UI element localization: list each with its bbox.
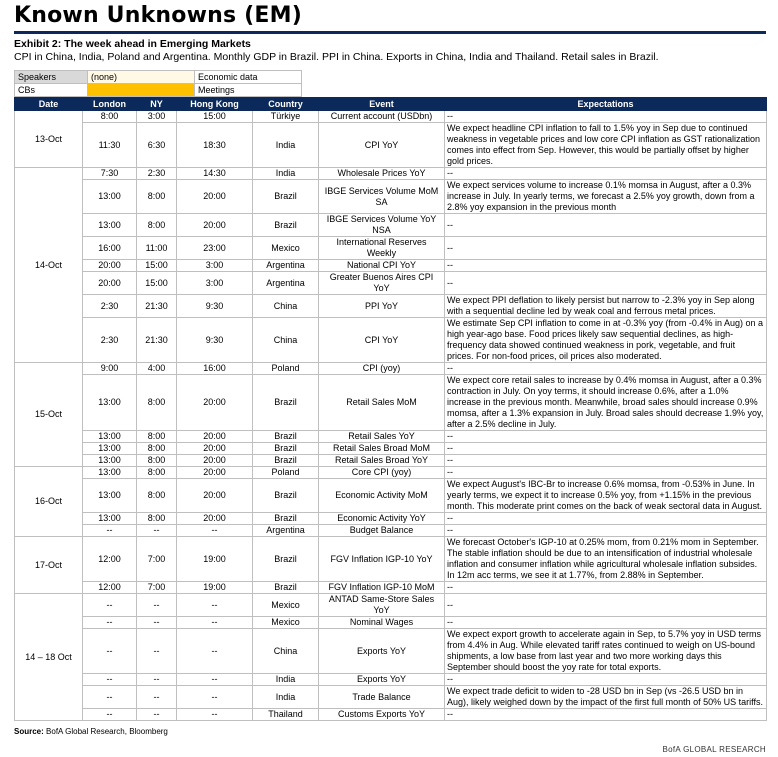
table-row — [15, 431, 767, 443]
event-cell: Core CPI (yoy) — [319, 467, 445, 479]
expectations-cell: -- — [445, 443, 767, 455]
country-cell: Thailand — [253, 709, 319, 721]
london-time-cell: 13:00 — [83, 513, 137, 525]
expectations-cell: -- — [445, 260, 767, 272]
legend-speakers: Speakers — [15, 71, 88, 84]
exhibit-page — [14, 0, 766, 736]
event-cell: Exports YoY — [319, 629, 445, 674]
expectations-cell: -- — [445, 594, 767, 617]
ny-time-cell: -- — [137, 686, 177, 709]
ny-time-cell: 8:00 — [137, 467, 177, 479]
event-cell: Current account (USDbn) — [319, 111, 445, 123]
brand-footer: BofA GLOBAL RESEARCH — [662, 745, 766, 754]
expectations-cell: -- — [445, 363, 767, 375]
country-cell: China — [253, 629, 319, 674]
event-cell: IBGE Services Volume YoY NSA — [319, 214, 445, 237]
ny-time-cell: 8:00 — [137, 180, 177, 214]
hong-kong-time-cell: 3:00 — [177, 260, 253, 272]
event-cell: CPI YoY — [319, 318, 445, 363]
london-time-cell: -- — [83, 594, 137, 617]
expectations-cell: -- — [445, 455, 767, 467]
table-row — [15, 467, 767, 479]
table-row — [15, 686, 767, 709]
ny-time-cell: -- — [137, 629, 177, 674]
table-row — [15, 318, 767, 363]
expectations-cell: -- — [445, 237, 767, 260]
country-cell: Mexico — [253, 237, 319, 260]
country-cell: Brazil — [253, 537, 319, 582]
event-cell: FGV Inflation IGP-10 YoY — [319, 537, 445, 582]
legend-none: (none) — [88, 71, 195, 84]
london-time-cell: 13:00 — [83, 180, 137, 214]
country-cell: Argentina — [253, 525, 319, 537]
ny-time-cell: 8:00 — [137, 455, 177, 467]
table-row — [15, 674, 767, 686]
expectations-cell: -- — [445, 168, 767, 180]
date-cell: 13-Oct — [15, 111, 83, 168]
country-cell: Brazil — [253, 214, 319, 237]
expectations-cell: We forecast October's IGP-10 at 0.25% mom, from 0.21% mom in September. The stable inflation should be due to an intensification of industrial wholesale inflation and consumer inflation while agricultural wholesale inflation subsides. In 12m acc terms, we see it at 1.77%, from 2.88% in September. — [445, 537, 767, 582]
expectations-cell: -- — [445, 467, 767, 479]
london-time-cell: -- — [83, 629, 137, 674]
expectations-cell: We expect August's IBC-Br to increase 0.6% momsa, from -0.53% in June. In yearly terms, we expect it to increase 0.5% yoy, from +1.15% in the previous month. This moderate print comes on the back of weak sectoral data in August. — [445, 479, 767, 513]
source-note — [14, 727, 766, 736]
ny-time-cell: 8:00 — [137, 443, 177, 455]
country-cell: Brazil — [253, 455, 319, 467]
col-header-ny: NY — [137, 98, 177, 111]
london-time-cell: 11:30 — [83, 123, 137, 168]
hong-kong-time-cell: 9:30 — [177, 295, 253, 318]
country-cell: Brazil — [253, 582, 319, 594]
event-cell: Trade Balance — [319, 686, 445, 709]
expectations-cell: We expect export growth to accelerate again in Sep, to 5.7% yoy in USD terms from 4.4% in Aug. While elevated tariff rates continued to weigh on US-bound shipments, a low base from last year and two more working days this September should boost the yoy rate for total exports. — [445, 629, 767, 674]
hong-kong-time-cell: 20:00 — [177, 443, 253, 455]
hong-kong-time-cell: 20:00 — [177, 479, 253, 513]
ny-time-cell: -- — [137, 617, 177, 629]
london-time-cell: 2:30 — [83, 318, 137, 363]
event-cell: National CPI YoY — [319, 260, 445, 272]
table-row — [15, 295, 767, 318]
london-time-cell: 12:00 — [83, 582, 137, 594]
ny-time-cell: 15:00 — [137, 272, 177, 295]
country-cell: Brazil — [253, 375, 319, 431]
table-row — [15, 260, 767, 272]
hong-kong-time-cell: -- — [177, 629, 253, 674]
hong-kong-time-cell: 14:30 — [177, 168, 253, 180]
event-cell: Economic Activity YoY — [319, 513, 445, 525]
ny-time-cell: 8:00 — [137, 479, 177, 513]
ny-time-cell: 11:00 — [137, 237, 177, 260]
london-time-cell: -- — [83, 674, 137, 686]
hong-kong-time-cell: 20:00 — [177, 431, 253, 443]
ny-time-cell: 2:30 — [137, 168, 177, 180]
expectations-cell: -- — [445, 617, 767, 629]
expectations-cell: We expect headline CPI inflation to fall to 1.5% yoy in Sep due to continued weakness in vegetable prices and low core CPI inflation as GST rationalization comes into effect from Sep. However, this would be partially offset by higher gold prices. — [445, 123, 767, 168]
hong-kong-time-cell: 20:00 — [177, 180, 253, 214]
table-row — [15, 709, 767, 721]
event-cell: Greater Buenos Aires CPI YoY — [319, 272, 445, 295]
london-time-cell: 13:00 — [83, 467, 137, 479]
expectations-cell: -- — [445, 214, 767, 237]
expectations-cell: -- — [445, 431, 767, 443]
london-time-cell: -- — [83, 709, 137, 721]
ny-time-cell: 21:30 — [137, 295, 177, 318]
london-time-cell: 2:30 — [83, 295, 137, 318]
ny-time-cell: -- — [137, 709, 177, 721]
country-cell: India — [253, 686, 319, 709]
date-cell: 14 – 18 Oct — [15, 594, 83, 721]
hong-kong-time-cell: 9:30 — [177, 318, 253, 363]
ny-time-cell: 6:30 — [137, 123, 177, 168]
expectations-cell: -- — [445, 582, 767, 594]
country-cell: Brazil — [253, 479, 319, 513]
ny-time-cell: -- — [137, 674, 177, 686]
hong-kong-time-cell: -- — [177, 709, 253, 721]
expectations-cell: We estimate Sep CPI inflation to come in at -0.3% yoy (from -0.4% in Aug) on a high year-ago base. Food prices likely saw sequential declines, as high-frequency data showed continued weakness in pork, vegetable, and fruit prices. For non-food prices, oil prices also moderated. — [445, 318, 767, 363]
col-header-hong-kong: Hong Kong — [177, 98, 253, 111]
calendar-table — [14, 97, 767, 721]
hong-kong-time-cell: -- — [177, 594, 253, 617]
london-time-cell: 8:00 — [83, 111, 137, 123]
table-row — [15, 111, 767, 123]
country-cell: India — [253, 168, 319, 180]
table-row — [15, 617, 767, 629]
hong-kong-time-cell: 23:00 — [177, 237, 253, 260]
exhibit-subtitle: CPI in China, India, Poland and Argentina. Monthly GDP in Brazil. PPI in China. Exports in China, India and Thailand. Retail sales in Brazil. — [14, 51, 659, 63]
ny-time-cell: 8:00 — [137, 214, 177, 237]
country-cell: Türkiye — [253, 111, 319, 123]
table-row — [15, 443, 767, 455]
london-time-cell: 13:00 — [83, 479, 137, 513]
country-cell: China — [253, 295, 319, 318]
hong-kong-time-cell: 20:00 — [177, 467, 253, 479]
hong-kong-time-cell: 15:00 — [177, 111, 253, 123]
table-row — [15, 363, 767, 375]
ny-time-cell: 7:00 — [137, 582, 177, 594]
hong-kong-time-cell: 20:00 — [177, 455, 253, 467]
ny-time-cell: 8:00 — [137, 375, 177, 431]
ny-time-cell: -- — [137, 594, 177, 617]
country-cell: Argentina — [253, 272, 319, 295]
event-cell: Budget Balance — [319, 525, 445, 537]
legend-cbs-swatch — [88, 84, 195, 97]
country-cell: Brazil — [253, 431, 319, 443]
country-cell: Mexico — [253, 617, 319, 629]
event-cell: Retail Sales Broad MoM — [319, 443, 445, 455]
expectations-cell: -- — [445, 674, 767, 686]
event-cell: Economic Activity MoM — [319, 479, 445, 513]
table-row — [15, 594, 767, 617]
ny-time-cell: 3:00 — [137, 111, 177, 123]
table-row — [15, 375, 767, 431]
expectations-cell: We expect services volume to increase 0.1% momsa in August, after a 0.3% increase in July. In yearly terms, we forecast a 2.5% yoy growth, down from a 2.8% yoy expansion in the previous month — [445, 180, 767, 214]
date-cell: 16-Oct — [15, 467, 83, 537]
country-cell: India — [253, 674, 319, 686]
ny-time-cell: 8:00 — [137, 513, 177, 525]
table-row — [15, 513, 767, 525]
london-time-cell: 20:00 — [83, 272, 137, 295]
table-row — [15, 525, 767, 537]
hong-kong-time-cell: -- — [177, 525, 253, 537]
ny-time-cell: 7:00 — [137, 537, 177, 582]
legend-cbs: CBs — [15, 84, 88, 97]
expectations-cell: -- — [445, 513, 767, 525]
date-cell: 14-Oct — [15, 168, 83, 363]
page-title: Known Unknowns (EM) — [14, 3, 302, 28]
london-time-cell: -- — [83, 525, 137, 537]
event-cell: IBGE Services Volume MoM SA — [319, 180, 445, 214]
ny-time-cell: 8:00 — [137, 431, 177, 443]
london-time-cell: 16:00 — [83, 237, 137, 260]
table-row — [15, 455, 767, 467]
ny-time-cell: -- — [137, 525, 177, 537]
hong-kong-time-cell: 18:30 — [177, 123, 253, 168]
event-cell: Retail Sales YoY — [319, 431, 445, 443]
expectations-cell: -- — [445, 272, 767, 295]
country-cell: India — [253, 123, 319, 168]
source-text: BofA Global Research, Bloomberg — [46, 727, 168, 736]
expectations-cell: -- — [445, 525, 767, 537]
col-header-country: Country — [253, 98, 319, 111]
country-cell: Brazil — [253, 443, 319, 455]
hong-kong-time-cell: 19:00 — [177, 582, 253, 594]
event-cell: Exports YoY — [319, 674, 445, 686]
event-cell: Wholesale Prices YoY — [319, 168, 445, 180]
title-divider — [14, 31, 766, 34]
table-row — [15, 237, 767, 260]
london-time-cell: 13:00 — [83, 375, 137, 431]
country-cell: Poland — [253, 467, 319, 479]
table-row — [15, 180, 767, 214]
ny-time-cell: 21:30 — [137, 318, 177, 363]
london-time-cell: 13:00 — [83, 443, 137, 455]
table-row — [15, 537, 767, 582]
hong-kong-time-cell: 16:00 — [177, 363, 253, 375]
event-cell: Retail Sales MoM — [319, 375, 445, 431]
table-header-row — [15, 98, 767, 111]
event-cell: ANTAD Same-Store Sales YoY — [319, 594, 445, 617]
table-row — [15, 214, 767, 237]
hong-kong-time-cell: -- — [177, 686, 253, 709]
table-row — [15, 582, 767, 594]
expectations-cell: We expect trade deficit to widen to -28 USD bn in Sep (vs -26.5 USD bn in Aug), likely weighed down by the impact of the first full month of 50% US tariffs. — [445, 686, 767, 709]
color-legend — [14, 70, 302, 97]
exhibit-title: Exhibit 2: The week ahead in Emerging Markets — [14, 38, 251, 50]
hong-kong-time-cell: 20:00 — [177, 513, 253, 525]
event-cell: Nominal Wages — [319, 617, 445, 629]
hong-kong-time-cell: 3:00 — [177, 272, 253, 295]
event-cell: International Reserves Weekly — [319, 237, 445, 260]
table-row — [15, 123, 767, 168]
event-cell: CPI (yoy) — [319, 363, 445, 375]
date-cell: 17-Oct — [15, 537, 83, 594]
hong-kong-time-cell: 20:00 — [177, 214, 253, 237]
country-cell: Poland — [253, 363, 319, 375]
country-cell: Brazil — [253, 513, 319, 525]
table-row — [15, 168, 767, 180]
legend-meetings: Meetings — [195, 84, 302, 97]
country-cell: China — [253, 318, 319, 363]
table-row — [15, 629, 767, 674]
london-time-cell: 9:00 — [83, 363, 137, 375]
expectations-cell: We expect PPI deflation to likely persist but narrow to -2.3% yoy in Sep along with a sequential decline led by weak coal and ferrous metal prices. — [445, 295, 767, 318]
london-time-cell: 7:30 — [83, 168, 137, 180]
country-cell: Brazil — [253, 180, 319, 214]
event-cell: CPI YoY — [319, 123, 445, 168]
london-time-cell: -- — [83, 617, 137, 629]
london-time-cell: 12:00 — [83, 537, 137, 582]
hong-kong-time-cell: 20:00 — [177, 375, 253, 431]
legend-economic-data: Economic data — [195, 71, 302, 84]
col-header-date: Date — [15, 98, 83, 111]
london-time-cell: 13:00 — [83, 431, 137, 443]
ny-time-cell: 15:00 — [137, 260, 177, 272]
hong-kong-time-cell: -- — [177, 617, 253, 629]
date-cell: 15-Oct — [15, 363, 83, 467]
country-cell: Mexico — [253, 594, 319, 617]
table-row — [15, 272, 767, 295]
event-cell: Customs Exports YoY — [319, 709, 445, 721]
table-row — [15, 479, 767, 513]
event-cell: PPI YoY — [319, 295, 445, 318]
source-label: Source: — [14, 727, 44, 736]
hong-kong-time-cell: -- — [177, 674, 253, 686]
london-time-cell: -- — [83, 686, 137, 709]
ny-time-cell: 4:00 — [137, 363, 177, 375]
hong-kong-time-cell: 19:00 — [177, 537, 253, 582]
col-header-london: London — [83, 98, 137, 111]
col-header-event: Event — [319, 98, 445, 111]
london-time-cell: 13:00 — [83, 214, 137, 237]
col-header-expectations: Expectations — [445, 98, 767, 111]
country-cell: Argentina — [253, 260, 319, 272]
expectations-cell: We expect core retail sales to increase by 0.4% momsa in August, after a 0.3% contraction in July. On yoy terms, it should increase 0.6%, after a 1.0% increase in the previous month. Meanwhile, broad sales should increase 0.9% momsa, after a 1.3% expansion in July. Broad sales should decrease 1.9% yoy, after a 2.5% decline in July. — [445, 375, 767, 431]
event-cell: Retail Sales Broad YoY — [319, 455, 445, 467]
london-time-cell: 20:00 — [83, 260, 137, 272]
london-time-cell: 13:00 — [83, 455, 137, 467]
event-cell: FGV Inflation IGP-10 MoM — [319, 582, 445, 594]
expectations-cell: -- — [445, 111, 767, 123]
expectations-cell: -- — [445, 709, 767, 721]
